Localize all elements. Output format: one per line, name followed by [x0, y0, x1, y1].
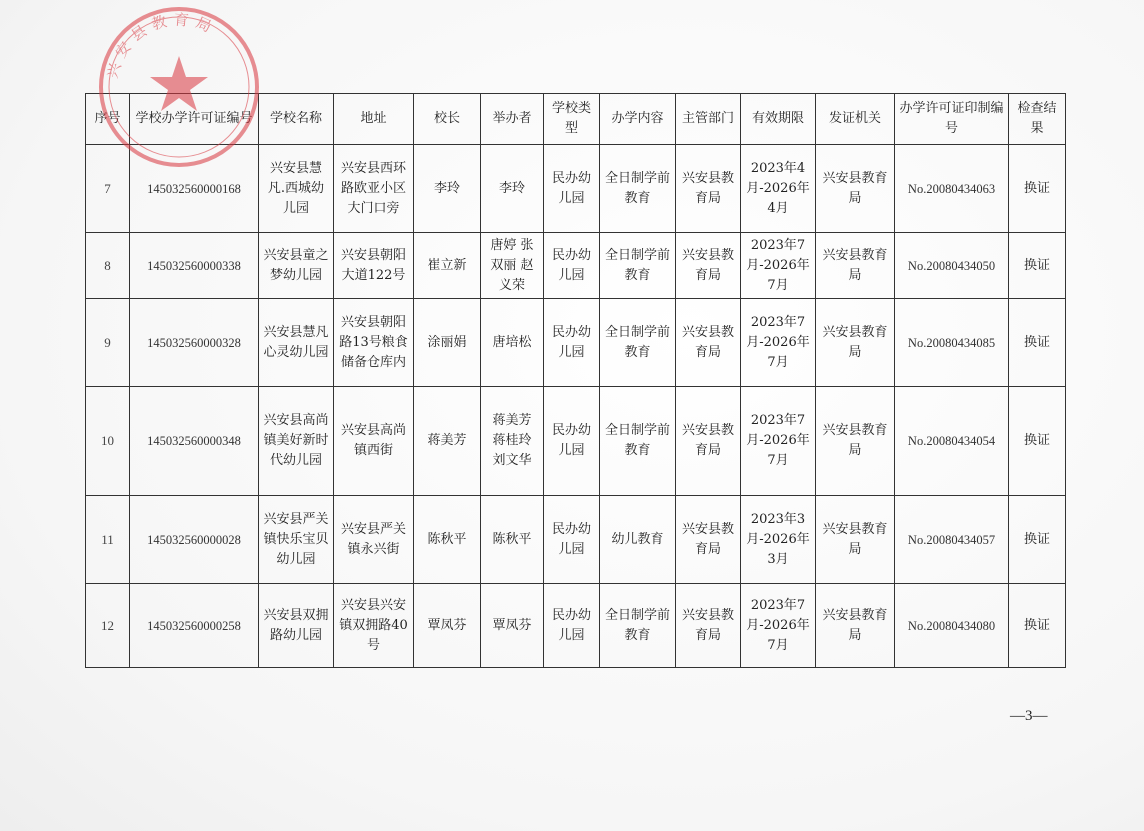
- cell-license-no: 145032560000258: [130, 584, 259, 668]
- cell-school-name: 兴安县童之梦幼儿园: [259, 233, 334, 299]
- cell-content: 全日制学前教育: [600, 387, 676, 496]
- cell-issuer: 兴安县教育局: [816, 233, 895, 299]
- cell-principal: 陈秋平: [414, 496, 481, 584]
- cell-validity: 2023年7月-2026年7月: [741, 584, 816, 668]
- cell-result: 换证: [1009, 387, 1066, 496]
- cell-address: 兴安县兴安镇双拥路40号: [334, 584, 414, 668]
- cell-school-name: 兴安县双拥路幼儿园: [259, 584, 334, 668]
- header-organizer: 举办者: [481, 94, 544, 145]
- cell-print-no: No.20080434057: [895, 496, 1009, 584]
- cell-seq: 12: [86, 584, 130, 668]
- cell-organizer: 唐婷 张双丽 赵义荣: [481, 233, 544, 299]
- cell-content: 全日制学前教育: [600, 233, 676, 299]
- table-row: [86, 299, 1066, 387]
- cell-department: 兴安县教育局: [676, 496, 741, 584]
- cell-department: 兴安县教育局: [676, 584, 741, 668]
- cell-school-type: 民办幼儿园: [544, 496, 600, 584]
- header-print-no: 办学许可证印制编号: [895, 94, 1009, 145]
- cell-organizer: 陈秋平: [481, 496, 544, 584]
- cell-principal: 李玲: [414, 145, 481, 233]
- cell-seq: 9: [86, 299, 130, 387]
- table-row: [86, 145, 1066, 233]
- cell-school-name: 兴安县慧凡心灵幼儿园: [259, 299, 334, 387]
- cell-department: 兴安县教育局: [676, 233, 741, 299]
- cell-issuer: 兴安县教育局: [816, 584, 895, 668]
- header-school-type: 学校类型: [544, 94, 600, 145]
- cell-license-no: 145032560000028: [130, 496, 259, 584]
- cell-school-name: 兴安县严关镇快乐宝贝幼儿园: [259, 496, 334, 584]
- cell-print-no: No.20080434054: [895, 387, 1009, 496]
- table-row: [86, 387, 1066, 496]
- cell-school-name: 兴安县慧凡.西城幼儿园: [259, 145, 334, 233]
- table-row: [86, 233, 1066, 299]
- cell-print-no: No.20080434085: [895, 299, 1009, 387]
- cell-content: 全日制学前教育: [600, 584, 676, 668]
- cell-issuer: 兴安县教育局: [816, 145, 895, 233]
- cell-result: 换证: [1009, 299, 1066, 387]
- header-address: 地址: [334, 94, 414, 145]
- header-issuer: 发证机关: [816, 94, 895, 145]
- header-validity: 有效期限: [741, 94, 816, 145]
- table-row: [86, 584, 1066, 668]
- cell-issuer: 兴安县教育局: [816, 299, 895, 387]
- cell-print-no: No.20080434050: [895, 233, 1009, 299]
- cell-print-no: No.20080434080: [895, 584, 1009, 668]
- license-table-container: [85, 93, 1065, 668]
- cell-seq: 7: [86, 145, 130, 233]
- cell-organizer: 蒋美芳 蒋桂玲 刘文华: [481, 387, 544, 496]
- cell-license-no: 145032560000168: [130, 145, 259, 233]
- cell-result: 换证: [1009, 145, 1066, 233]
- cell-issuer: 兴安县教育局: [816, 496, 895, 584]
- header-result: 检查结果: [1009, 94, 1066, 145]
- cell-school-name: 兴安县高尚镇美好新时代幼儿园: [259, 387, 334, 496]
- cell-issuer: 兴安县教育局: [816, 387, 895, 496]
- table-row: [86, 496, 1066, 584]
- cell-principal: 崔立新: [414, 233, 481, 299]
- cell-address: 兴安县严关镇永兴街: [334, 496, 414, 584]
- cell-validity: 2023年7月-2026年7月: [741, 233, 816, 299]
- cell-license-no: 145032560000328: [130, 299, 259, 387]
- cell-license-no: 145032560000338: [130, 233, 259, 299]
- svg-text:兴安县教育局: 兴安县教育局: [103, 10, 220, 81]
- cell-validity: 2023年7月-2026年7月: [741, 387, 816, 496]
- license-table: [85, 93, 1066, 668]
- cell-department: 兴安县教育局: [676, 387, 741, 496]
- cell-seq: 8: [86, 233, 130, 299]
- cell-school-type: 民办幼儿园: [544, 145, 600, 233]
- cell-address: 兴安县朝阳路13号粮食储备仓库内: [334, 299, 414, 387]
- cell-department: 兴安县教育局: [676, 299, 741, 387]
- header-content: 办学内容: [600, 94, 676, 145]
- cell-print-no: No.20080434063: [895, 145, 1009, 233]
- cell-content: 全日制学前教育: [600, 145, 676, 233]
- cell-seq: 11: [86, 496, 130, 584]
- cell-seq: 10: [86, 387, 130, 496]
- cell-principal: 蒋美芳: [414, 387, 481, 496]
- cell-organizer: 李玲: [481, 145, 544, 233]
- header-principal: 校长: [414, 94, 481, 145]
- cell-validity: 2023年4月-2026年4月: [741, 145, 816, 233]
- cell-principal: 涂丽娟: [414, 299, 481, 387]
- header-department: 主管部门: [676, 94, 741, 145]
- cell-organizer: 唐培松: [481, 299, 544, 387]
- cell-validity: 2023年3月-2026年3月: [741, 496, 816, 584]
- cell-result: 换证: [1009, 233, 1066, 299]
- cell-content: 幼儿教育: [600, 496, 676, 584]
- header-school-name: 学校名称: [259, 94, 334, 145]
- cell-department: 兴安县教育局: [676, 145, 741, 233]
- table-header-row: [86, 94, 1066, 145]
- cell-address: 兴安县高尚镇西街: [334, 387, 414, 496]
- header-license-no: 学校办学许可证编号: [130, 94, 259, 145]
- cell-organizer: 覃凤芬: [481, 584, 544, 668]
- cell-school-type: 民办幼儿园: [544, 233, 600, 299]
- cell-result: 换证: [1009, 496, 1066, 584]
- cell-result: 换证: [1009, 584, 1066, 668]
- cell-content: 全日制学前教育: [600, 299, 676, 387]
- cell-school-type: 民办幼儿园: [544, 584, 600, 668]
- cell-address: 兴安县朝阳大道122号: [334, 233, 414, 299]
- cell-validity: 2023年7月-2026年7月: [741, 299, 816, 387]
- header-seq: 序号: [86, 94, 130, 145]
- page-number: —3—: [1010, 708, 1048, 724]
- cell-license-no: 145032560000348: [130, 387, 259, 496]
- cell-address: 兴安县西环路欧亚小区大门口旁: [334, 145, 414, 233]
- cell-principal: 覃凤芬: [414, 584, 481, 668]
- cell-school-type: 民办幼儿园: [544, 299, 600, 387]
- cell-school-type: 民办幼儿园: [544, 387, 600, 496]
